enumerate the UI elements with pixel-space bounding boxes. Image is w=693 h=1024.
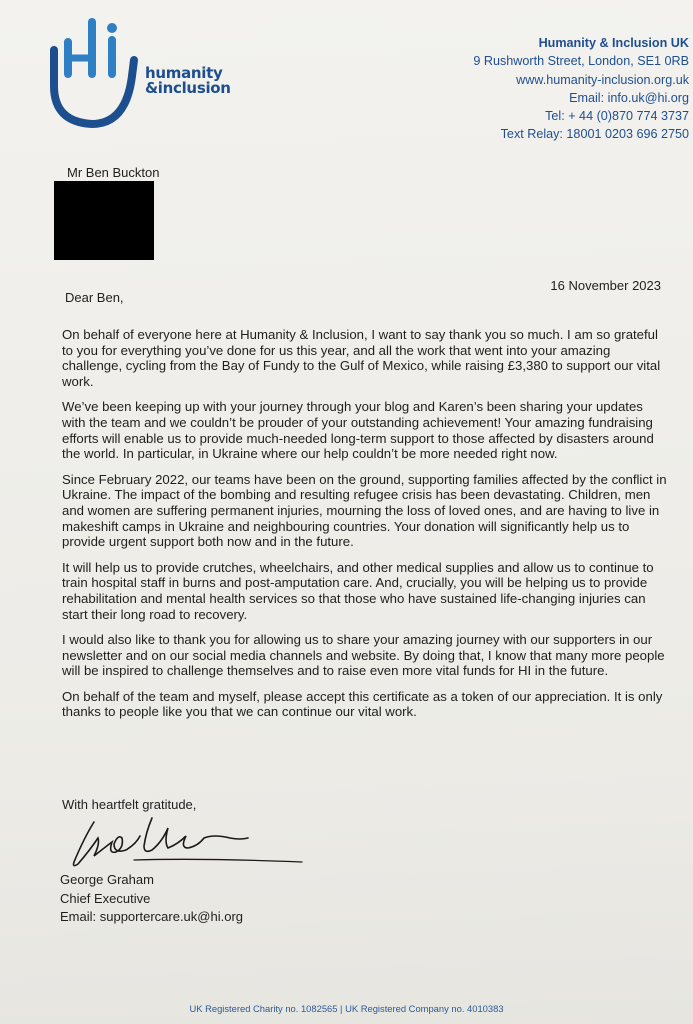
logo-text-inclusion: &inclusion: [145, 79, 231, 97]
registration-footer: UK Registered Charity no. 1082565 | UK Registered Company no. 4010383: [189, 1003, 504, 1014]
redacted-address-block: [54, 181, 154, 260]
salutation: Dear Ben,: [65, 290, 124, 305]
hi-hand-logo-icon: [46, 16, 156, 128]
paragraph-3: Since February 2022, our teams have been on the ground, supporting families affected by the conflict in Ukraine. The impact of the bombing and resulting refugee crisis has been devastating. Children, men and women are suffering permanent injuries, mourning the loss of loved ones, and are having to live in makeshift camps in Ukraine and neighbouring countries. Your donation will significantly help us to provide urgent support both now and in the future.: [62, 471, 667, 550]
org-website: www.humanity-inclusion.org.uk: [516, 72, 689, 87]
org-address: 9 Rushworth Street, London, SE1 0RB: [473, 54, 689, 69]
org-tel: Tel: + 44 (0)870 774 3737: [545, 109, 689, 124]
signatory-block: [60, 871, 243, 927]
org-name: Humanity & Inclusion UK: [538, 36, 689, 50]
paragraph-1: On behalf of everyone here at Humanity & Inclusion, I want to say thank you so much. I am so grateful to you for everything you’ve done for us this year, and all the work that went into your amazing challenge, cycling from the Bay of Fundy to the Gulf of Mexico, while raising £3,380 to support our vital work.: [62, 327, 661, 389]
logo-text-humanity: humanity: [145, 64, 223, 82]
paragraph-4: It will help us to provide crutches, wheelchairs, and other medical supplies and allow us to continue to train hospital staff in burns and post-amputation care. And, crucially, you will be helping us to provide rehabilitation and mental health services so that those who have sustained life-changing injuries can start their long road to recovery.: [62, 559, 654, 622]
paragraph-6: On behalf of the team and myself, please accept this certificate as a token of our appreciation. It is only thanks to people like you that we can continue our vital work.: [62, 688, 663, 720]
logo-wordmark: [145, 66, 231, 96]
hi-logo: [46, 16, 236, 128]
signatory-name: George Graham: [60, 872, 154, 887]
signatory-title: Chief Executive: [60, 890, 151, 906]
handwritten-signature: [64, 808, 304, 874]
paragraph-5: I would also like to thank you for allowing us to share your amazing journey with our supporters in our newsletter and on our social media channels and website. By doing that, I know that many more people will be inspired to challenge themselves and to raise even more vital funds for HI in the future.: [62, 632, 665, 679]
letter-date: 16 November 2023: [550, 278, 661, 293]
letter-body: [62, 327, 668, 730]
signatory-email: Email: supportercare.uk@hi.org: [60, 909, 243, 925]
recipient-name: Mr Ben Buckton: [67, 165, 160, 180]
org-text-relay: Text Relay: 18001 0203 696 2750: [500, 127, 689, 142]
paragraph-2: We’ve been keeping up with your journey through your blog and Karen’s been sharing your updates with the team and we couldn’t be prouder of your outstanding achievement! Your amazing fundraising efforts will enable us to provide much-needed long-term support to those affected by disasters around the world. In particular, in Ukraine where our help couldn’t be more needed right now.: [62, 399, 654, 462]
letterhead-contact-block: [473, 34, 689, 144]
closing: With heartfelt gratitude,: [62, 797, 197, 812]
org-email: Email: info.uk@hi.org: [569, 90, 689, 105]
